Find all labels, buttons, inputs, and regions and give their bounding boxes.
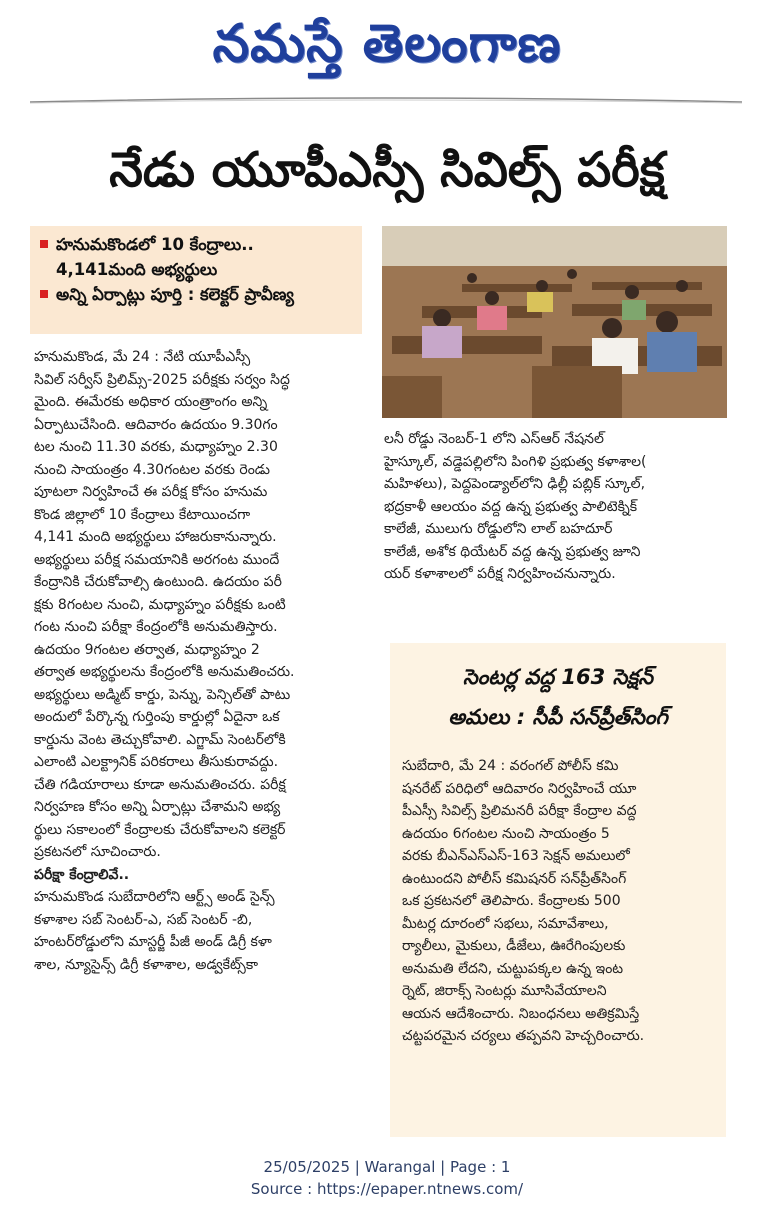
article-line: కొండ జిల్లాలో 10 కేంద్రాలు కేటాయించగా [34,506,251,523]
sidebox-line: చట్టపరమైన చర్యలు తప్పవని హెచ్చరించారు. [402,1028,645,1044]
article-line: సివిల్ సర్వీస్ ప్రిలిమ్స్-2025 పరీక్షకు సర్వం సిద్ధ [34,371,290,388]
page-footer [0,1156,774,1200]
article-line: ప్రకటనలో సూచించారు. [34,844,161,860]
article-line: పూటలా నిర్వహించే ఈ పరీక్ష కోసం హనుమ [34,484,268,500]
article-line: ఎలాంటి ఎలక్ట్రానిక్ పరికరాలు తీసుకురావద్దు. [34,754,279,770]
sidebox-line: ఆయన ఆదేశించారు. నిబంధనలు అతిక్రమిస్తే [402,1005,640,1022]
sidebox-line: వరకు బీఎన్ఎస్ఎస్-163 సెక్షన్ అమలులో [402,848,630,864]
sidebox-line: ఉంటుందని పోలీస్ కమిషనర్ సన్‌ప్రీత్‌సింగ్ [402,870,627,887]
article-line: హంటర్‌రోడ్డులోని మాస్టర్జీ పీజీ అండ్ డిగ్రీ కళా [34,934,272,950]
article-line: తర్వాత అభ్యర్థులను కేంద్రంలోకి అనుమతించరు. [34,664,295,680]
article-left-column [34,346,362,976]
headline: నేడు యూపీఎస్సీ సివిల్స్ పరీక్ష [109,142,665,198]
article-line: ఉదయం 9గంటల తర్వాత, మధ్యాహ్నం 2 [34,641,260,658]
sidebox-line: అనుమతి లేదని, చుట్టుపక్కల ఉన్న ఇంట [402,960,624,977]
highlight-item: అన్ని ఏర్పాట్లు పూర్తి : కలెక్టర్ ప్రావీణ్య [40,282,352,307]
article-line: అందులో పేర్కొన్న గుర్తింపు కార్డుల్లో ఏదైనా ఒక [34,709,280,725]
article-line: హైస్కూల్, వడ్డెపల్లిలోని పింగిళి ప్రభుత్వ కళాశాల( [384,453,647,470]
article-line: హనుమకొండ సుబేదారిలోని ఆర్ట్స్ అండ్ సైన్స్ [34,889,275,905]
article-line: అభ్యర్థులు పరీక్ష సమయానికి అరగంట ముందే [34,551,280,568]
sidebox-line: షనరేట్ పరిధిలో ఆదివారం నిర్వహించే యూ [402,780,637,797]
article-line: అభ్యర్థులు అడ్మిట్ కార్డు, పెన్ను, పెన్సిల్‌తో పాటు [34,686,291,703]
sidebox-line: ఒక ప్రకటనలో తెలిపారు. కేంద్రాలకు 500 [402,893,621,909]
exam-hall-photo [382,226,727,418]
sidebox-line: మీటర్ల దూరంలో సభలు, సమావేశాలు, [402,915,609,932]
article-line: టల నుంచి 11.30 వరకు, మధ్యాహ్నం 2.30 [34,439,278,455]
article-line: కాలేజీ, ములుగు రోడ్డులోని లాల్ బహదూర్ [384,521,613,537]
article-line: ర్థులు సకాలంలో కేంద్రాలకు చేరుకోవాలని కలెక్టర్ [34,821,286,838]
highlights-box [30,226,362,334]
sidebox-line: ర్యాలీలు, మైకులు, డీజేలు, ఊరేగింపులకు [402,938,626,954]
sidebar-news-box [390,643,726,1137]
masthead-logo: నమస్తే తెలంగాణ [212,14,562,74]
sidebox-line: పీఎస్సీ సివిల్స్ ప్రిలిమనరీ పరీక్షా కేంద్రాల వద్ద [402,803,637,819]
article-line: కార్డును వెంట తెచ్చుకోవాలి. ఎగ్జామ్ సెంటర్‌లోకి [34,731,286,748]
masthead-divider [30,96,742,104]
article-line: హనుమకొండ, మే 24 : నేటి యూపీఎస్సీ [34,349,251,365]
sidebox-line: సుబేదారి, మే 24 : వరంగల్ పోలీస్ కమి [402,758,619,774]
sidebox-line: ర్నెట్, జిరాక్స్ సెంటర్లు మూసివేయాలని [402,983,607,999]
sidebox-title-line-2: అమలు : సీపీ సన్‌ప్రీత్‌సింగ్ [448,705,668,729]
sidebox-line: ఉదయం 6గంటల నుంచి సాయంత్రం 5 [402,825,610,842]
article-line: కళాశాల సబ్ సెంటర్-ఎ, సబ్ సెంటర్ -బి, [34,911,253,928]
article-line: శాల, న్యూసైన్స్ డిగ్రీ కళాశాల, అడ్వకేట్స్‌కా [34,956,259,973]
article-line: ఏర్పాటుచేసింది. ఆదివారం ఉదయం 9.30గం [34,416,278,433]
bullet-square-icon [40,240,48,248]
article-line: కాలేజీ, అశోక థియేటర్ వద్ద ఉన్న ప్రభుత్వ జూని [384,543,641,560]
article-right-column [384,428,724,586]
article-line: మహిళలు), పెద్దపెండ్యాల్‌లోని ఢిల్లీ పబ్లిక్ స్కూల్, [384,476,646,492]
footer-edition-info: 25/05/2025 | Warangal | Page : 1 [263,1158,511,1176]
article-line: గంట నుంచి పరీక్షా కేంద్రంలోకి అనుమతిస్తారు. [34,619,278,635]
sidebox-title-line-1: సెంటర్ల వద్ద 163 సెక్షన్ [462,665,654,689]
article-line: లనీ రోడ్డు నెంబర్-1 లోని ఎస్ఆర్ నేషనల్ [384,431,604,447]
highlight-item: 4,141మంది అభ్యర్థులు [56,260,218,279]
article-line: కేంద్రానికి చేరుకోవాల్సి ఉంటుంది. ఉదయం పరీ [34,574,282,590]
highlight-item: హనుమకొండలో 10 కేంద్రాలు.. [40,232,352,257]
article-line: 4,141 మంది అభ్యర్థులు హాజరుకానున్నారు. [34,529,277,545]
exam-hall-photo-illustration [382,226,727,418]
article-line: నిర్వహణ కోసం అన్ని ఏర్పాట్లు చేశామని అభ్య [34,799,281,815]
article-line: చేతి గడియారాలు కూడా అనుమతించరు. పరీక్ష [34,776,286,793]
article-line: నుంచి సాయంత్రం 4.30గంటల వరకు రెండు [34,461,270,478]
article-line: క్షకు 8గంటల నుంచి, మధ్యాహ్నం పరీక్షకు ఒంటి [34,596,286,613]
article-line: భద్రకాళీ ఆలయం వద్ద ఉన్న ప్రభుత్వ పాలిటెక్నిక్ [384,498,638,515]
sidebox-body [390,737,726,1048]
article-line: మైంది. ఈమేరకు అధికార యంత్రాంగం అన్ని [34,394,268,410]
article-line: యర్ కళాశాలలో పరీక్ష నిర్వహించనున్నారు. [384,566,616,582]
bullet-square-icon [40,290,48,298]
footer-source-link[interactable]: Source : https://epaper.ntnews.com/ [250,1180,524,1198]
article-subhead: పరీక్షా కేంద్రాలివే.. [34,866,130,883]
